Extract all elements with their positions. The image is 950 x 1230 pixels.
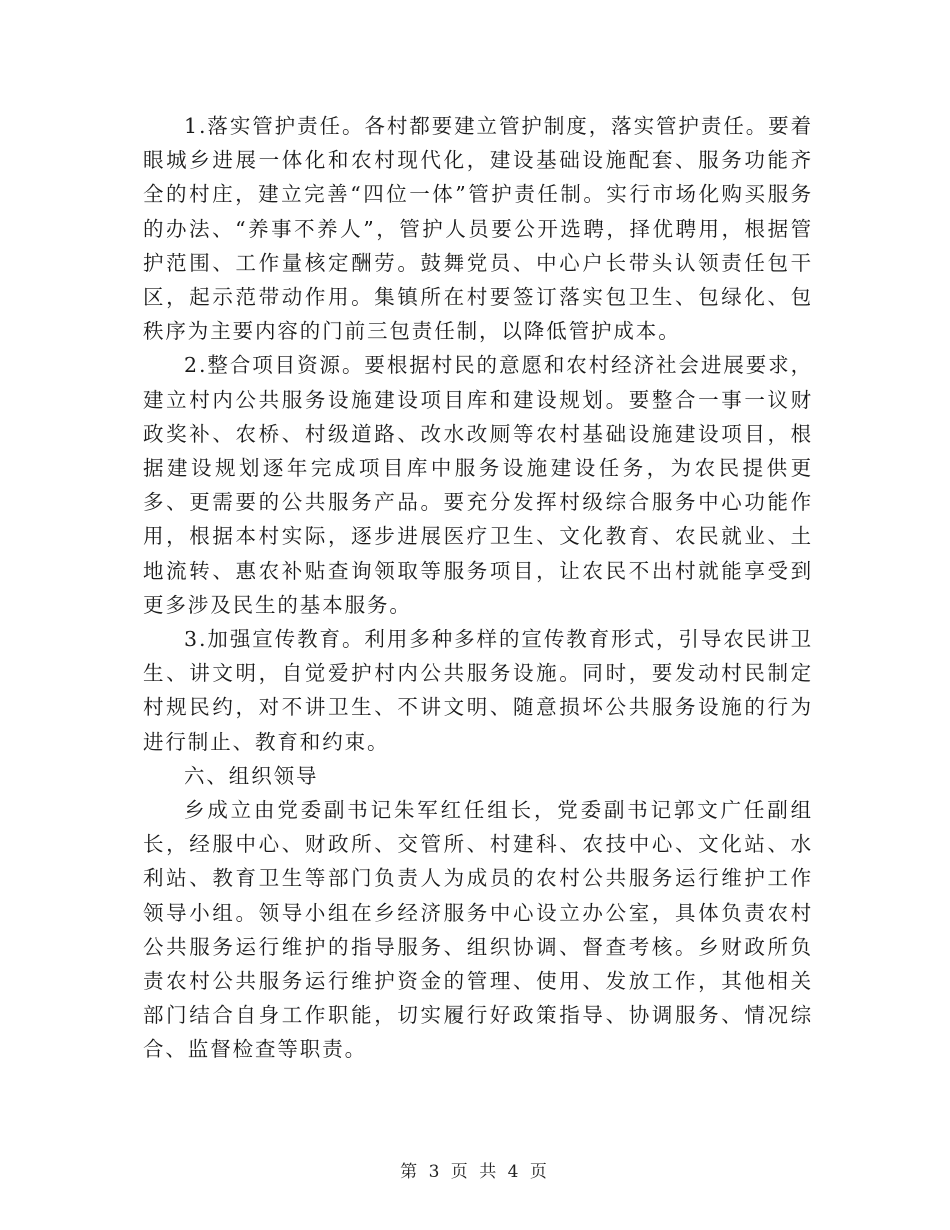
paragraph-responsibility: 1.落实管护责任。各村都要建立管护制度，落实管护责任。要着眼城乡进展一体化和农村现代化，建设基础设施配套、服务功能齐全的村庄，建立完善“四位一体”管护责任制。实行市场化购买服务的办法、“养事不养人”，管护人员要公开选聘，择优聘用，根据管护范围、工作量核定酬劳。鼓舞党员、中心户长带头认领责任包干区，起示范带动作用。集镇所在村要签订落实包卫生、包绿化、包秩序为主要内容的门前三包责任制，以降低管护成本。 xyxy=(143,114,813,344)
paragraph-resources: 2.整合项目资源。要根据村民的意愿和农村经济社会进展要求，建立村内公共服务设施建设项目库和建设规划。要整合一事一议财政奖补、农桥、村级道路、改水改厕等农村基础设施建设项目，根据建设规划逐年完成项目库中服务设施建设任务，为农民提供更多、更需要的公共服务产品。要充分发挥村级综合服务中心功能作用，根据本村实际，逐步进展医疗卫生、文化教育、农民就业、土地流转、惠农补贴查询领取等服务项目，让农民不出村就能享受到更多涉及民生的基本服务。 xyxy=(143,353,813,617)
document-body xyxy=(143,109,813,1067)
section-heading: 六、组织领导 xyxy=(184,763,319,788)
paragraph-education: 3.加强宣传教育。利用多种多样的宣传教育形式，引导农民讲卫生、讲文明，自觉爱护村内公共服务设施。同时，要发动村民制定村规民约，对不讲卫生、不讲文明、随意损坏公共服务设施的行为进行制止、教育和约束。 xyxy=(143,627,813,754)
paragraph-organization: 乡成立由党委副书记朱军红任组长，党委副书记郭文广任副组长，经服中心、财政所、交管所、村建科、农技中心、文化站、水利站、教育卫生等部门负责人为成员的农村公共服务运行维护工作领导小组。领导小组在乡经济服务中心设立办公室，具体负责农村公共服务运行维护的指导服务、组织协调、督查考核。乡财政所负责农村公共服务运行维护资金的管理、使用、发放工作，其他相关部门结合自身工作职能，切实履行好政策指导、协调服务、情况综合、监督检查等职责。 xyxy=(143,798,813,1062)
page-number-footer: 第 3 页 共 4 页 xyxy=(400,1162,550,1182)
